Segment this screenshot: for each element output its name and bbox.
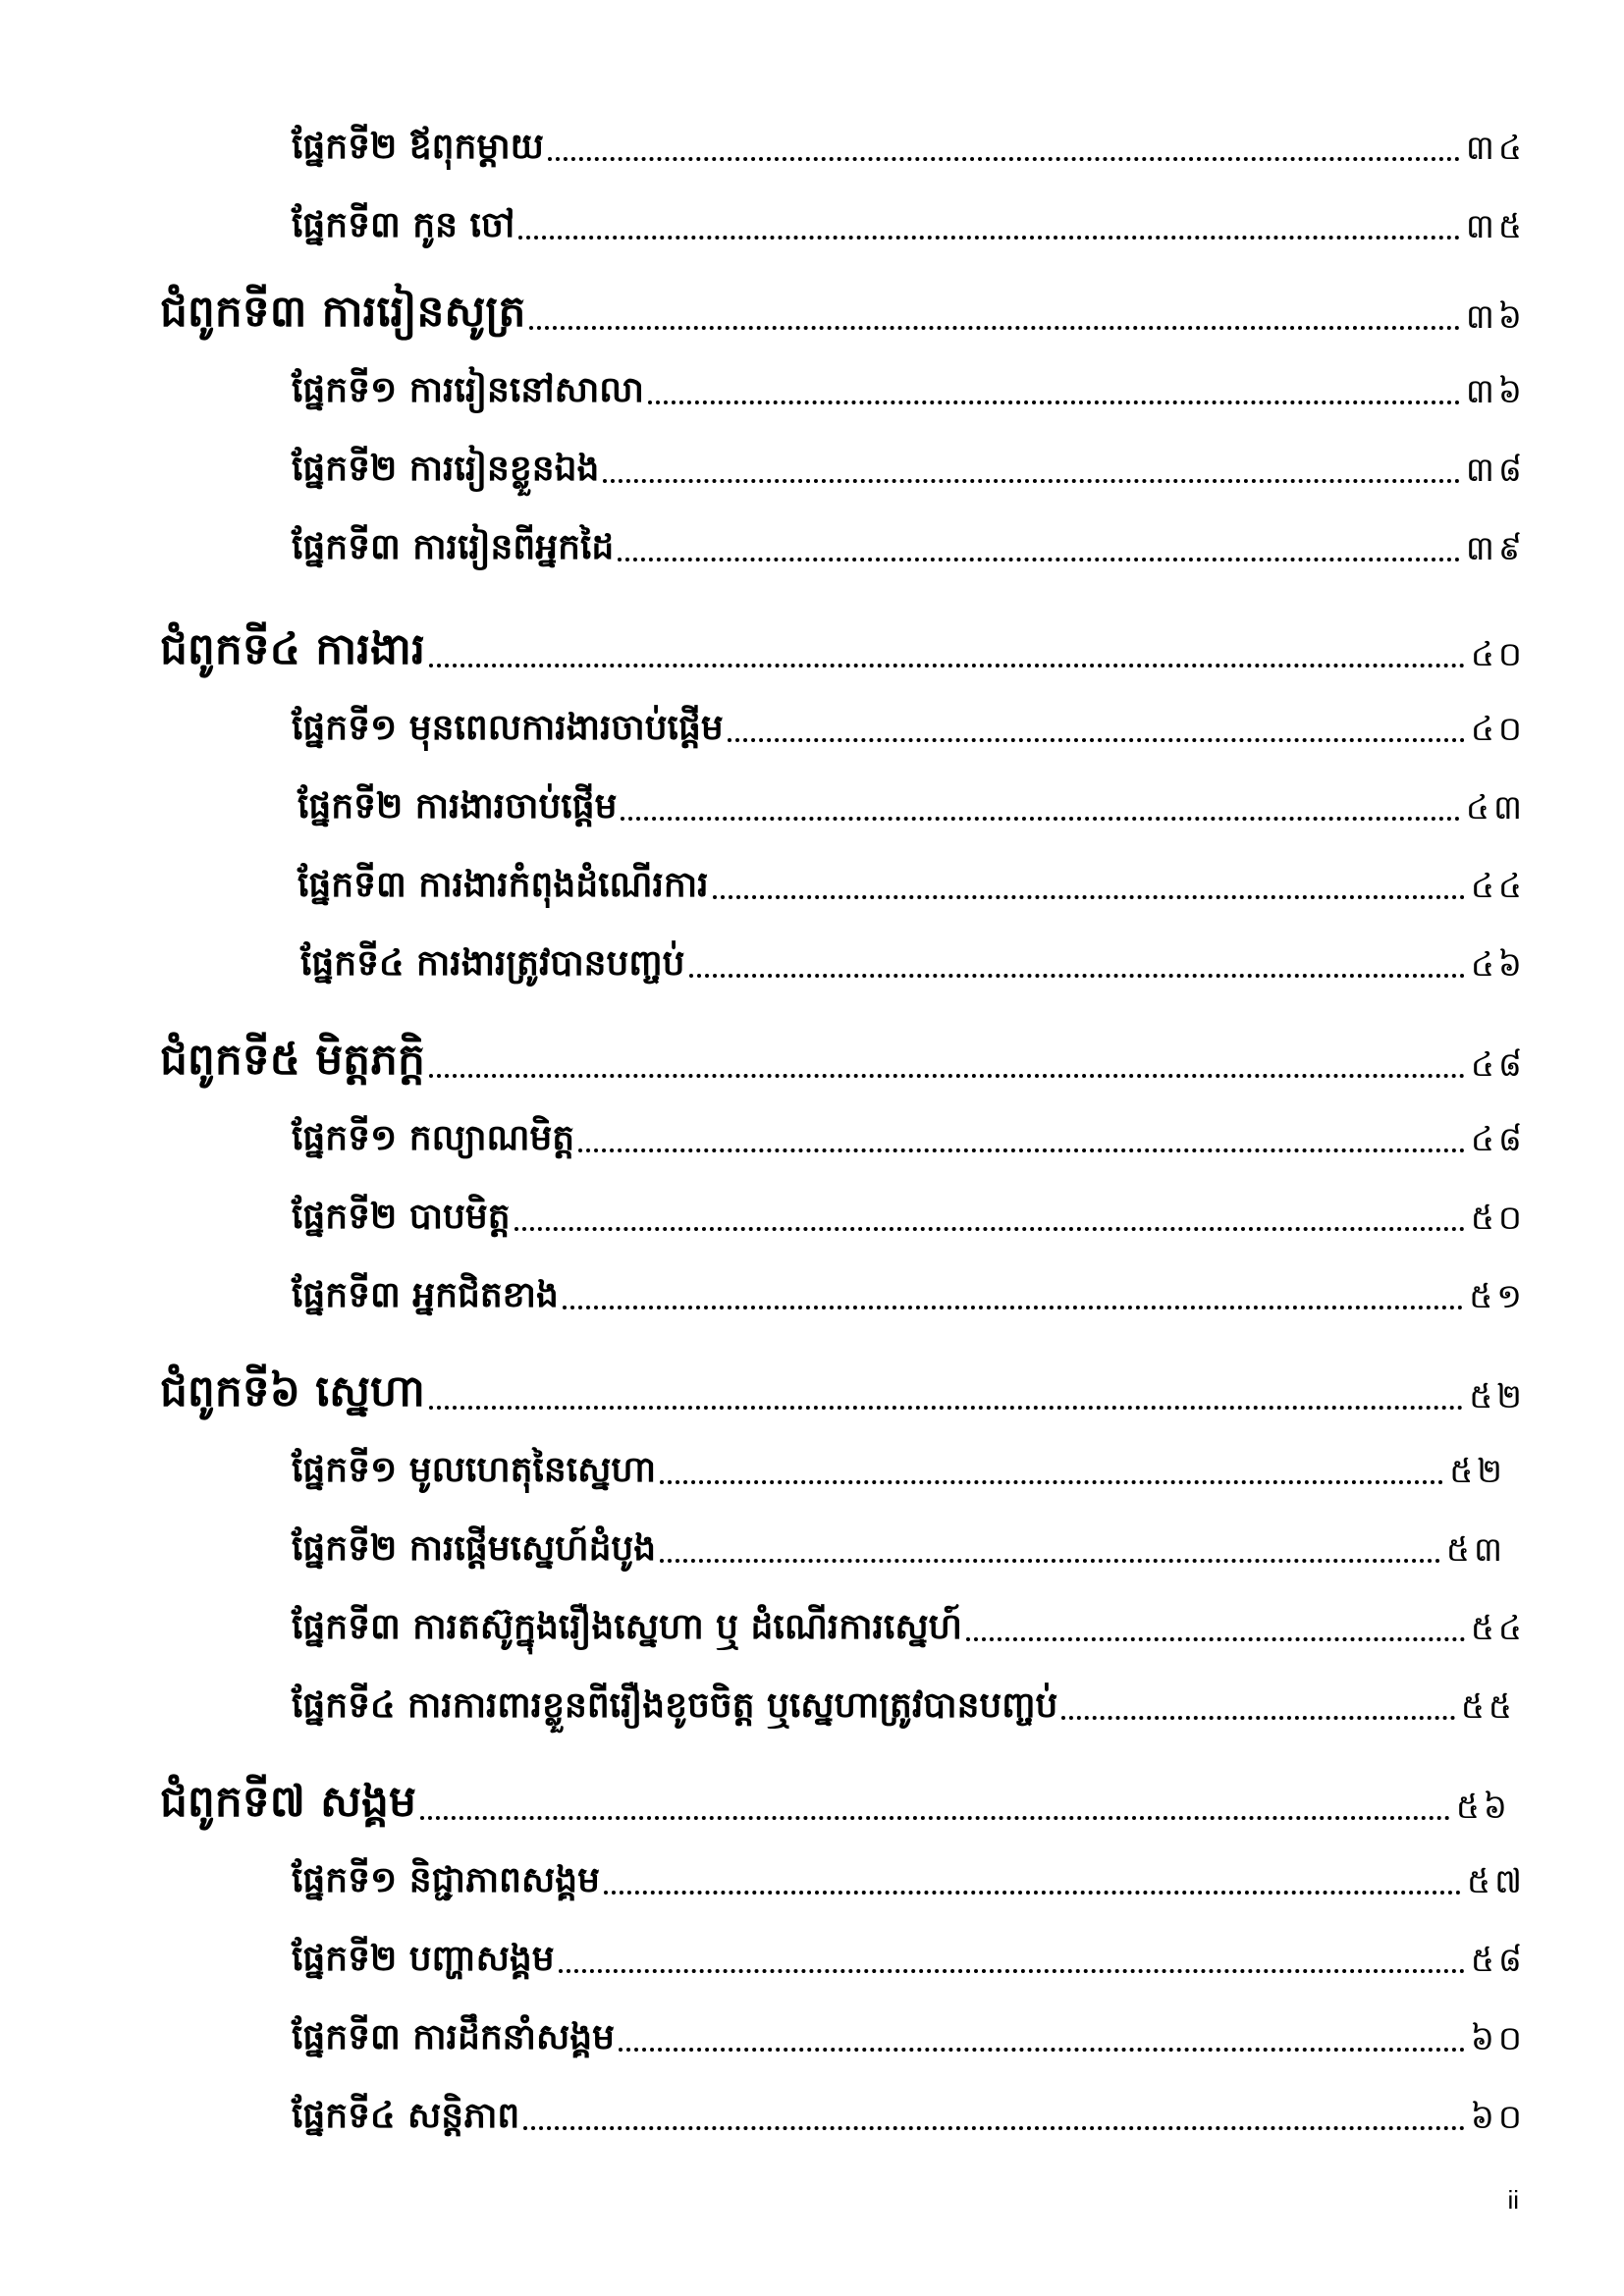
toc-entry-title: ផ្នែកទី៤ ការការពារខ្លួនពីរឿងខូចចិត្ត ឬស្នេហាត្រូវបានបញ្ចប់ [292,1685,1058,1727]
toc-entry-section[interactable] [292,1441,1506,1496]
dot-leader [529,326,1459,330]
dot-leader [518,236,1460,240]
toc-entry-page: ៥៣ [1445,1529,1506,1570]
dot-leader [429,1074,1465,1078]
toc-entry-section[interactable] [300,934,1526,989]
toc-entry-title: ជំពូកទី៣ ការរៀនសូត្រ [160,286,526,337]
dot-leader [420,1816,1450,1820]
toc-entry-chapter[interactable] [160,1027,1526,1090]
dot-leader [1061,1716,1454,1720]
toc-entry-page: ៣៩ [1465,528,1526,568]
toc-entry-title: ផ្នែកទី៤ ការងារត្រូវបានបញ្ចប់ [300,943,685,985]
toc-entry-title: ផ្នែកទី២ ការងារចាប់ផ្ដើម [298,786,618,828]
toc-entry-section[interactable] [292,440,1526,495]
toc-entry-page: ៣៦ [1465,296,1526,337]
toc-entry-title: ផ្នែកទី៣ ការដឹកនាំសង្គម [292,2017,615,2058]
toc-entry-section[interactable] [292,1266,1526,1321]
toc-entry-chapter[interactable] [160,616,1526,679]
toc-entry-page: ៦០ [1470,2097,1526,2137]
toc-entry-page: ៥៤ [1470,1608,1526,1648]
toc-entry-title: ផ្នែកទី៣ ការរៀនពីអ្នកដៃ [292,527,615,568]
dot-leader [618,558,1460,561]
toc-entry-title: ផ្នែកទី៣ អ្នកជិតខាង [292,1275,559,1316]
dot-leader [514,1227,1465,1231]
toc-entry-page: ៣៨ [1465,450,1526,490]
toc-entry-title: ផ្នែកទី១ ការរៀននៅសាលា [292,370,644,411]
toc-entry-title: ផ្នែកទី៣ ការតស៊ូក្នុងរឿងស្នេហា ឬ ដំណើរការស្នេហ៍ [292,1607,962,1648]
toc-entry-title: ផ្នែកទី៣ កូន ចៅ [292,205,515,246]
toc-entry-title: ផ្នែកទី១ មូលហេតុនៃស្នេហា [292,1450,657,1491]
toc-entry-section[interactable] [292,196,1526,251]
toc-entry-page: ៤៨ [1470,1044,1526,1085]
toc-entry-page: ៥៥ [1460,1686,1516,1727]
toc-entry-page: ៣៦ [1465,371,1526,411]
dot-leader [648,400,1460,404]
toc-entry-section[interactable] [292,518,1526,573]
dot-leader [619,2048,1465,2052]
dot-leader [689,974,1465,978]
dot-leader [523,2126,1465,2130]
toc-entry-title: ផ្នែកទី២ ការរៀនខ្លួនឯង [292,449,600,490]
toc-entry-title: ផ្នែកទី១ និជ្ជាភាពសង្គម [292,1860,600,1901]
dot-leader [660,1480,1443,1484]
toc-entry-page: ៤០ [1470,709,1526,749]
toc-entry-page: ៥៨ [1470,1940,1526,1980]
toc-entry-page: ៣៥ [1465,206,1526,246]
toc-entry-section[interactable] [292,1188,1526,1243]
toc-entry-title: ផ្នែកទី២ បាបមិត្ត [292,1197,511,1238]
toc-entry-page: ៣៤ [1465,128,1526,168]
dot-leader [559,1969,1465,1973]
toc-entry-title: ផ្នែកទី១ មុនពេលការងារចាប់ផ្ដើម [292,708,724,749]
dot-leader [713,895,1465,899]
dot-leader [604,1891,1461,1895]
toc-entry-section[interactable] [292,2087,1526,2142]
dot-leader [578,1148,1465,1152]
toc-entry-title: ជំពូកទី៧ សង្គម [160,1776,416,1827]
dot-leader [660,1559,1440,1563]
toc-entry-page: ៤៨ [1470,1119,1526,1159]
toc-entry-section[interactable] [292,1520,1506,1575]
toc-entry-chapter[interactable] [160,279,1526,342]
page-number: ii [1507,2185,1519,2215]
dot-leader [429,664,1465,667]
dot-leader [621,817,1459,821]
toc-entry-section[interactable] [292,118,1526,173]
toc-entry-title: ផ្នែកទី២ ការផ្ដើមស្នេហ៍ដំបូង [292,1528,657,1570]
dot-leader [563,1306,1463,1309]
toc-entry-title: ផ្នែកទី៤ សន្តិភាព [292,2096,520,2137]
toc-entry-page: ៥១ [1469,1276,1526,1316]
toc-entry-section[interactable] [292,1677,1516,1732]
toc-entry-section[interactable] [292,1851,1526,1906]
dot-leader [728,738,1465,742]
toc-entry-title: ផ្នែកទី២ ឪពុកម្ដាយ [292,127,544,168]
toc-entry-page: ៤៦ [1470,944,1526,985]
toc-entry-section[interactable] [298,777,1526,832]
toc-entry-section[interactable] [292,361,1526,416]
toc-entry-chapter[interactable] [160,1769,1511,1832]
toc-entry-section[interactable] [292,1598,1526,1653]
toc-entry-section[interactable] [292,2008,1526,2063]
dot-leader [548,157,1460,161]
toc-entry-page: ៤៤ [1470,866,1526,906]
toc-entry-section[interactable] [298,856,1526,911]
toc-entry-section[interactable] [292,699,1526,754]
toc-entry-title: ផ្នែកទី២ បញ្ហាសង្គម [292,1939,555,1980]
toc-entry-page: ៦០ [1470,2018,1526,2058]
toc-entry-page: ៥៧ [1467,1861,1526,1901]
dot-leader [966,1637,1465,1641]
toc-entry-section[interactable] [292,1930,1526,1985]
toc-entry-title: ជំពូកទី៥ មិត្តភក្តិ [160,1034,425,1085]
toc-entry-page: ៤៣ [1465,787,1526,828]
toc-entry-title: ជំពូកទី៤ ការងារ [160,623,425,674]
toc-entry-title: ផ្នែកទី៣ ការងារកំពុងដំណើរការ [298,865,709,906]
dot-leader [429,1406,1463,1410]
toc-entry-title: ជំពូកទី៦ ស្នេហា [160,1365,425,1416]
toc-entry-section[interactable] [292,1109,1526,1164]
toc-entry-page: ៥៦ [1455,1787,1511,1827]
toc-entry-page: ៥២ [1449,1451,1506,1491]
dot-leader [603,479,1460,483]
toc-entry-page: ៥២ [1469,1376,1526,1416]
toc-entry-page: ៥០ [1470,1198,1526,1238]
toc-entry-chapter[interactable] [160,1359,1526,1421]
toc-entry-title: ផ្នែកទី១ កល្យាណមិត្ត [292,1118,575,1159]
toc-entry-page: ៤០ [1470,634,1526,674]
